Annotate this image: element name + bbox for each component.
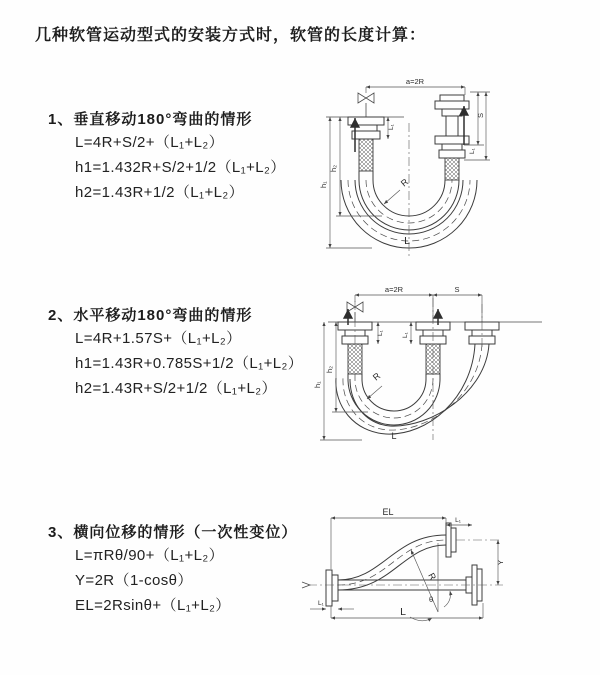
section-3 <box>48 523 297 618</box>
dimension-el <box>331 507 446 569</box>
dim-label-a2r: a=2R <box>405 77 425 86</box>
dimension-s <box>355 285 482 322</box>
valve-icon <box>358 93 374 117</box>
dim-label-a2r: a=2R <box>384 285 404 294</box>
section-1 <box>48 110 286 205</box>
formula-line: Y=2R（1-cosθ） <box>75 572 193 589</box>
left-flange <box>326 570 338 606</box>
radius-callout <box>411 550 438 612</box>
formula-line: L=πRθ/90+（L₁+L₂） <box>75 547 224 564</box>
dim-label-h2: h₂ <box>329 164 338 172</box>
formula-line: L=4R+S/2+（L₁+L₂） <box>75 134 225 151</box>
dim-label-l1: L₁ <box>318 600 324 607</box>
formula-line: h2=1.43R+S/2+1/2（L₁+L₂） <box>75 380 277 397</box>
left-flange-assembly <box>348 117 384 171</box>
braided-hose-section <box>445 158 459 180</box>
dim-label-y: Y <box>496 559 505 565</box>
formula-line: h1=1.43R+0.785S+1/2（L₁+L₂） <box>75 355 304 372</box>
formula-line: L=4R+1.57S+（L₁+L₂） <box>75 330 242 347</box>
dim-label-radius: R <box>398 176 411 189</box>
dimension-l1-middle <box>402 322 411 344</box>
dim-label-radius: R <box>426 571 439 582</box>
dim-label-l1: L₁ <box>455 517 461 524</box>
dimension-l <box>331 603 483 618</box>
dim-label-s: S <box>454 285 460 294</box>
dimension-l1-left <box>388 117 395 139</box>
dim-label-l1: L₁ <box>377 330 384 336</box>
diagram-horizontal-180-bend <box>310 280 590 455</box>
section-1-heading: 1、垂直移动180°弯曲的情形 <box>48 111 253 128</box>
dim-label-h1: h₁ <box>313 381 322 388</box>
dimension-h1 <box>319 117 372 248</box>
dim-label-length: L <box>391 431 397 441</box>
dimension-l1-left <box>377 322 384 344</box>
dimension-l1-top <box>446 517 472 525</box>
hose-u-bend <box>348 374 440 425</box>
dimension-a-2r <box>366 77 465 95</box>
dim-label-l1: L₁ <box>388 124 395 130</box>
formula-line: h1=1.432R+S/2+1/2（L₁+L₂） <box>75 159 286 176</box>
dim-label-l1: L₁ <box>469 148 476 154</box>
dimension-y <box>496 540 505 585</box>
diagram-lateral-displacement <box>298 505 588 655</box>
dim-label-l1: L₁ <box>402 332 409 338</box>
angle-theta <box>410 591 450 621</box>
section-2-heading: 2、水平移动180°弯曲的情形 <box>48 307 253 324</box>
formula-line: h2=1.43R+1/2（L₁+L₂） <box>75 184 245 201</box>
dim-label-s: S <box>476 112 485 118</box>
radius-callout <box>384 176 411 204</box>
formula-line: EL=2Rsinθ+（L₁+L₂） <box>75 597 231 614</box>
dimension-a-2r <box>355 285 433 295</box>
dimension-l1-right <box>469 92 486 160</box>
dim-label-length: L <box>400 606 406 618</box>
section-2 <box>48 306 303 401</box>
dim-label-h1: h₁ <box>319 181 328 188</box>
section-3-heading: 3、横向位移的情形（一次性变位） <box>48 524 298 541</box>
page-title: 几种软管运动型式的安装方式时，软管的长度计算： <box>35 27 427 44</box>
braided-hose-section <box>359 139 373 171</box>
diagram-vertical-180-bend <box>312 68 582 263</box>
dim-label-length: L <box>404 235 410 247</box>
dim-label-theta: θ <box>429 595 434 604</box>
dim-label-el: EL <box>382 507 394 517</box>
dim-label-radius: R <box>370 370 383 383</box>
radius-callout <box>367 370 383 399</box>
dim-label-h2: h₂ <box>325 365 334 373</box>
